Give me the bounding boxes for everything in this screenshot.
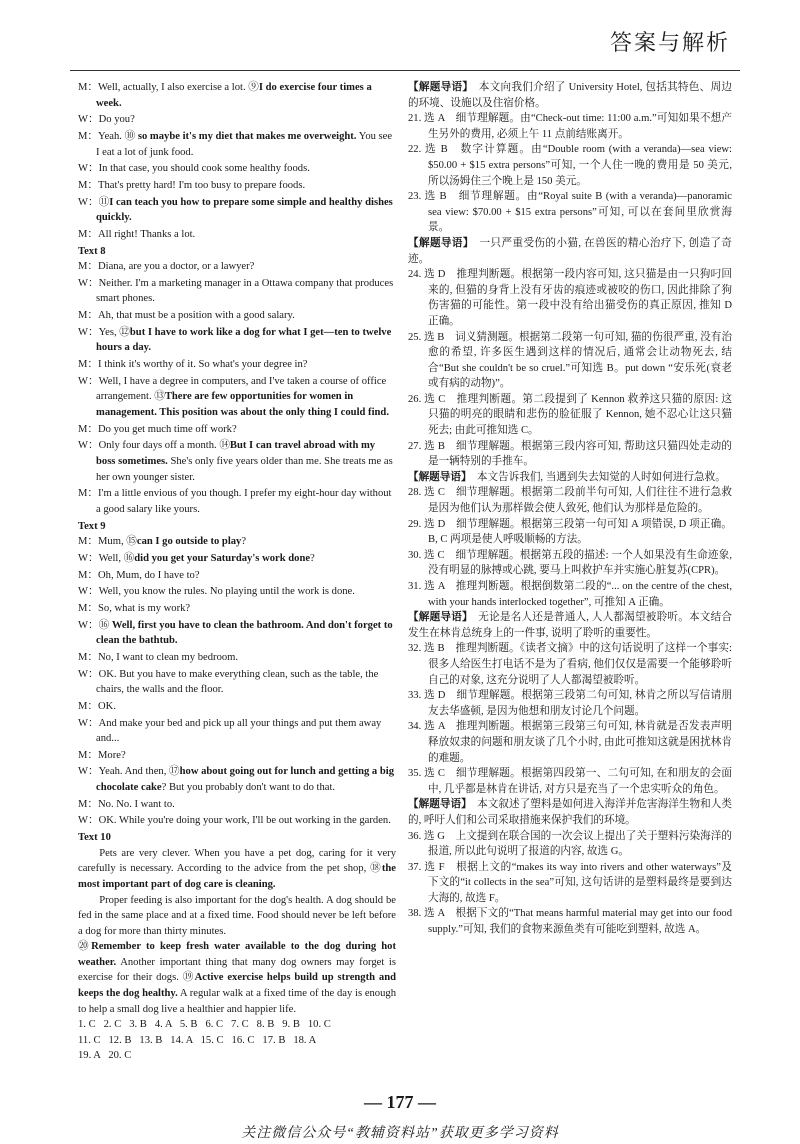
text-run: 31. 选 A 推理判断题。根据倒数第二段的“... on the centre of the chest, with your hands interlocked together”, 可推知 A 正确。 <box>408 581 732 608</box>
bold-text: 【解题导语】 <box>408 799 467 811</box>
text-run: 37. 选 F 根据上文的“makes its way into rivers and other waterways”及下文的“it collects in the sea”可知, 这句话讲的是塑料最终是要到达大海的, 故选 F。 <box>408 861 732 904</box>
text-run: M：Yeah. ⑩ <box>78 130 138 142</box>
bold-text: I can teach you how to prepare some simple and healthy dishes quickly. <box>96 196 393 224</box>
passage-paragraph <box>78 893 396 940</box>
passage-paragraph <box>78 846 396 893</box>
passage-paragraph <box>78 939 396 1017</box>
text-run: 本文叙述了塑料是如何进入海洋并危害海洋生物和人类的, 呼吁人们和公司采取措施来保护我们的环境。 <box>408 799 733 826</box>
text-run: 38. 选 A 根据下文的“That means harmful material may get into our food supply.”可知, 我们的食物来源鱼类有可能吃到塑料, 故选 A。 <box>408 908 732 936</box>
dialogue-line <box>78 357 396 373</box>
guide-note <box>408 797 732 828</box>
text-run: M：I'm a little envious of you though. I prefer my eight-hour day without a good salary like yours. <box>78 488 392 515</box>
text-run: W：OK. But you have to make everything clean, such as the table, the chairs, the walls and the floor. <box>78 668 379 696</box>
text-run: M：More? <box>78 749 126 761</box>
text-run: W：⑯ <box>78 619 112 631</box>
explanation-item <box>408 719 732 766</box>
left-column-transcripts <box>78 80 396 1064</box>
dialogue-line <box>78 422 396 438</box>
dialogue-line <box>78 80 396 111</box>
text-run: M：No. No. I want to. <box>78 798 175 810</box>
dialogue-line <box>78 699 396 715</box>
dialogue-line <box>78 276 396 307</box>
explanation-item <box>408 517 732 548</box>
text-run: 21. 选 A 细节理解题。由“Check-out time: 11:00 a.m.”可知如果不想产生另外的费用, 必须上午 11 点前结账离开。 <box>408 113 732 140</box>
bold-text: 【解题导语】 <box>408 82 468 93</box>
dialogue-line <box>78 584 396 600</box>
text-run: ? But you probably don't want to do that. <box>161 782 336 794</box>
dialogue-line <box>78 308 396 324</box>
text-run: 26. 选 C 推理判断题。第二段提到了 Kennon 救养这只猫的原因: 这只猫的明亮的眼睛和悲伤的脸征服了 Kennon, 她不忍心让这只猫死去; 由此可推知选 C。 <box>408 393 732 437</box>
dialogue-line <box>78 486 396 517</box>
explanation-item <box>408 189 732 236</box>
dialogue-line <box>78 551 396 567</box>
text-run: W：Neither. I'm a marketing manager in a Ottawa company that produces smart phones. <box>78 277 394 305</box>
text-run: 34. 选 A 推理判断题。根据第三段第三句可知, 林肯就是否发表声明释放奴隶的问题和朋友谈了几个小时, 由此可推知这就是困扰林肯的难题。 <box>408 721 732 764</box>
dialogue-line <box>78 129 396 160</box>
text-run: 无论是名人还是普通人, 人人都渴望被聆听。本文结合发生在林肯总统身上的一件事, 说明了聆听的重要性。 <box>408 612 732 639</box>
dialogue-line <box>78 259 396 275</box>
text-run: 本文告诉我们, 当遇到失去知觉的人时如何进行急救。 <box>466 471 726 483</box>
guide-note <box>408 236 732 267</box>
explanation-item <box>408 766 732 797</box>
dialogue-line <box>78 568 396 584</box>
dialogue-line <box>78 325 396 356</box>
right-column-explanations <box>408 80 732 938</box>
text-run: M：Well, actually, I also exercise a lot. ⑨ <box>78 82 259 93</box>
text-run: Proper feeding is also important for the dog's health. A dog should be fed in the same place and at a fixed time. Food should never be left before a dog for more than thirty minutes. <box>78 894 396 937</box>
text-run: 本文向我们介绍了 University Hotel, 包括其特色、周边的环境、设施以及住宿价格。 <box>408 82 732 109</box>
text-run: W：Well, I have a degree in computers, and I've taken a course of office arrangement. ⑬ <box>78 375 387 403</box>
text-run: 一只严重受伤的小猫, 在兽医的精心治疗下, 创造了奇迹。 <box>408 237 732 265</box>
bold-text: 【解题导语】 <box>408 612 468 624</box>
text-run: 30. 选 C 细节理解题。根据第五段的描述: 一个人如果没有生命迹象, 没有明显的脉搏或心跳, 要马上叫救护车并实施心脏复苏(CPR)。 <box>408 549 732 577</box>
text-run: W：Well, ⑯ <box>78 552 135 564</box>
bold-text: Remember to keep fresh water available to the dog during hot weather. <box>78 941 397 968</box>
text-run: She's only five years older than me. She treats me as her own younger sister. <box>96 455 393 483</box>
text-run: 11. C 12. B 13. B 14. A 15. C 16. C 17. B 18. A <box>78 1034 317 1046</box>
text-run: M：No, I want to clean my bedroom. <box>78 651 239 663</box>
dialogue-line <box>78 748 396 764</box>
dialogue-line <box>78 650 396 666</box>
text-run: ? <box>241 536 247 548</box>
answer-key-row <box>78 1048 396 1064</box>
bold-text: the most important part of dog care is cleaning. <box>78 863 396 890</box>
explanation-item <box>408 439 732 470</box>
dialogue-line <box>78 112 396 128</box>
bold-text: 【解题导语】 <box>408 237 469 249</box>
explanation-item <box>408 641 732 688</box>
bold-text: Text 10 <box>78 832 111 844</box>
text-run: 19. A 20. C <box>78 1050 132 1062</box>
bold-text: Well, first you have to clean the bathroom. And don't forget to clean the bathtub. <box>96 619 393 647</box>
header-rule <box>70 70 740 71</box>
dialogue-line <box>78 227 396 243</box>
dialogue-line <box>78 195 396 226</box>
text-run: W：OK. While you're doing your work, I'll be out working in the garden. <box>78 815 391 827</box>
text-run: M：Do you get much time off work? <box>78 423 237 435</box>
dialogue-line <box>78 797 396 813</box>
dialogue-line <box>78 374 396 421</box>
bold-text: how about going out for lunch and getting a big chocolate cake <box>96 766 394 794</box>
text-run: M：I think it's worthy of it. So what's your degree in? <box>78 359 308 371</box>
text-run: 27. 选 B 细节理解题。根据第三段内容可知, 帮助这只猫四处走动的是一辆特别的手推车。 <box>408 440 732 468</box>
guide-note <box>408 610 732 641</box>
explanation-item <box>408 142 732 189</box>
dialogue-line <box>78 534 396 550</box>
bold-text: can I go outside to play <box>136 536 242 548</box>
explanation-item <box>408 485 732 516</box>
bold-text: I do exercise four times a week. <box>96 82 372 109</box>
dialogue-line <box>78 667 396 698</box>
explanation-item <box>408 688 732 719</box>
text-run: 1. C 2. C 3. B 4. A 5. B 6. C 7. C 8. B 9. B 10. C <box>78 1019 331 1031</box>
guide-note <box>408 80 732 111</box>
text-run: M：OK. <box>78 700 116 712</box>
section-heading <box>78 519 396 535</box>
text-run: 33. 选 D 细节理解题。根据第三段第二句可知, 林肯之所以写信请朋友去华盛顿, 是因为他想和朋友讨论几个问题。 <box>408 690 732 717</box>
text-run: W：Well, you know the rules. No playing until the work is done. <box>78 586 355 598</box>
explanation-item <box>408 579 732 610</box>
text-run: 36. 选 G 上文提到在联合国的一次会议上提出了关于塑料污染海洋的报道, 所以此句说明了报道的内容, 故选 G。 <box>408 830 732 858</box>
footer-note: 关注微信公众号“教辅资料站”获取更多学习资料 <box>241 1126 559 1141</box>
explanation-item <box>408 330 732 392</box>
text-run: W：⑪ <box>78 196 110 208</box>
text-run: Pets are very clever. When you have a pet dog, caring for it very carefully is necessary. According to the advice from the pet shop, ⑱ <box>78 847 396 875</box>
text-run: W：In that case, you should cook some healthy foods. <box>78 163 310 175</box>
bold-text: but I have to work like a dog for what I get—ten to twelve hours a day. <box>96 326 392 354</box>
text-run: W：And make your bed and pick up all your things and put them away and... <box>78 717 382 745</box>
text-run: 28. 选 C 细节理解题。根据第二段前半句可知, 人们往往不进行急救是因为他们认为那样做会使人致死, 他们认为那样是危险的。 <box>408 487 732 515</box>
text-run: 22. 选 B 数字计算题。由“Double room (with a veranda)—sea view: $50.00 + $15 extra persons”可知, 一个人住一晚的费用是 50 美元, 所以汤姆住三个晚上是 150 美元。 <box>408 144 732 187</box>
answer-key-row <box>78 1033 396 1049</box>
text-run: M：Mum, ⑮ <box>78 536 137 548</box>
bold-text: so maybe it's my diet that makes me overweight. <box>137 130 357 142</box>
text-run: A regular walk at a fixed time of the day is enough to help a small dog live a healthier and happier life. <box>78 988 396 1015</box>
dialogue-line <box>78 813 396 829</box>
text-run: 24. 选 D 推理判断题。根据第一段内容可知, 这只猫是由一只狗叼回来的, 但猫的身背上没有牙齿的痕迹或被咬的伤口, 因此排除了狗伤害猫的可能性。第一段中没有给出猫受伤的真正原因, 推知 D 正确。 <box>408 269 732 327</box>
text-run: M：All right! Thanks a lot. <box>78 228 196 240</box>
text-run: M：Ah, that must be a position with a good salary. <box>78 310 295 322</box>
explanation-item <box>408 392 732 439</box>
bold-text: Text 9 <box>78 520 106 532</box>
dialogue-line <box>78 161 396 177</box>
explanation-item <box>408 906 732 937</box>
text-run: 23. 选 B 细节理解题。由“Royal suite B (with a veranda)—panoramic sea view: $70.00 + $15 extra persons”可知, 可以在套间里欣赏海景。 <box>408 191 732 234</box>
bold-text: There are few opportunities for women in management. This position was about the only thing I could find. <box>96 391 389 418</box>
text-run: W：Only four days off a month. ⑭ <box>78 440 230 452</box>
explanation-item <box>408 111 732 142</box>
page-header <box>0 0 800 70</box>
section-heading <box>78 244 396 260</box>
text-run: 32. 选 B 推理判断题。《读者文摘》中的这句话说明了这样一个事实: 很多人给医生打电话不是为了看病, 他们仅仅是需要一个能够聆听自己的对象, 这充分说明了人人都渴望被聆听。 <box>408 643 732 686</box>
text-run: You see I eat a lot of junk food. <box>96 130 393 158</box>
text-run: 29. 选 D 细节理解题。根据第三段第一句可知 A 项错误, D 项正确。B, C 两项是使人呼吸顺畅的方法。 <box>408 518 732 546</box>
page-number: — 177 — <box>364 1092 436 1112</box>
text-run: 35. 选 C 细节理解题。根据第四段第一、二句可知, 在和朋友的会面中, 几乎都是林肯在讲话, 对方只是充当了一个忠实听众的角色。 <box>408 768 732 795</box>
text-run: M：Diana, are you a doctor, or a lawyer? <box>78 261 255 273</box>
explanation-item <box>408 548 732 579</box>
text-run: ? <box>310 552 315 564</box>
guide-note <box>408 470 732 486</box>
text-run: Another important thing that many dog owners may forget is exercise for their dogs. ⑲ <box>78 956 396 984</box>
text-run: ⑳ <box>78 941 92 953</box>
dialogue-line <box>78 618 396 649</box>
explanation-item <box>408 267 732 329</box>
text-run: W：Yeah. And then, ⑰ <box>78 766 180 778</box>
section-heading <box>78 830 396 846</box>
explanation-item <box>408 860 732 907</box>
explanation-item <box>408 829 732 860</box>
bold-text: But I can travel abroad with my boss sometimes. <box>96 440 376 467</box>
bold-text: Text 8 <box>78 245 106 257</box>
header-title: 答案与解析 <box>609 31 730 56</box>
text-run: 25. 选 B 词义猜测题。根据第二段第一句可知, 猫的伤很严重, 没有治愈的希望, 许多医生遇到这样的情况后, 通常会让动物死去, 结合“But she couldn't be so cruel.”可知选 B。put down “安乐死(衰老或有病的动物)”。 <box>408 331 732 390</box>
bold-text: Active exercise helps build up strength and keeps the dog healthy. <box>78 972 396 1000</box>
text-run: M：So, what is my work? <box>78 602 191 614</box>
dialogue-line <box>78 716 396 747</box>
text-run: M：That's pretty hard! I'm too busy to prepare foods. <box>78 179 306 191</box>
bold-text: 【解题导语】 <box>408 471 467 483</box>
dialogue-line <box>78 178 396 194</box>
text-run: W：Do you? <box>78 114 135 126</box>
text-run: M：Oh, Mum, do I have to? <box>78 569 200 581</box>
dialogue-line <box>78 438 396 485</box>
text-run: W：Yes, ⑫ <box>78 326 130 338</box>
dialogue-line <box>78 764 396 795</box>
answer-key-row <box>78 1017 396 1033</box>
dialogue-line <box>78 601 396 617</box>
bold-text: did you get your Saturday's work done <box>134 552 311 564</box>
